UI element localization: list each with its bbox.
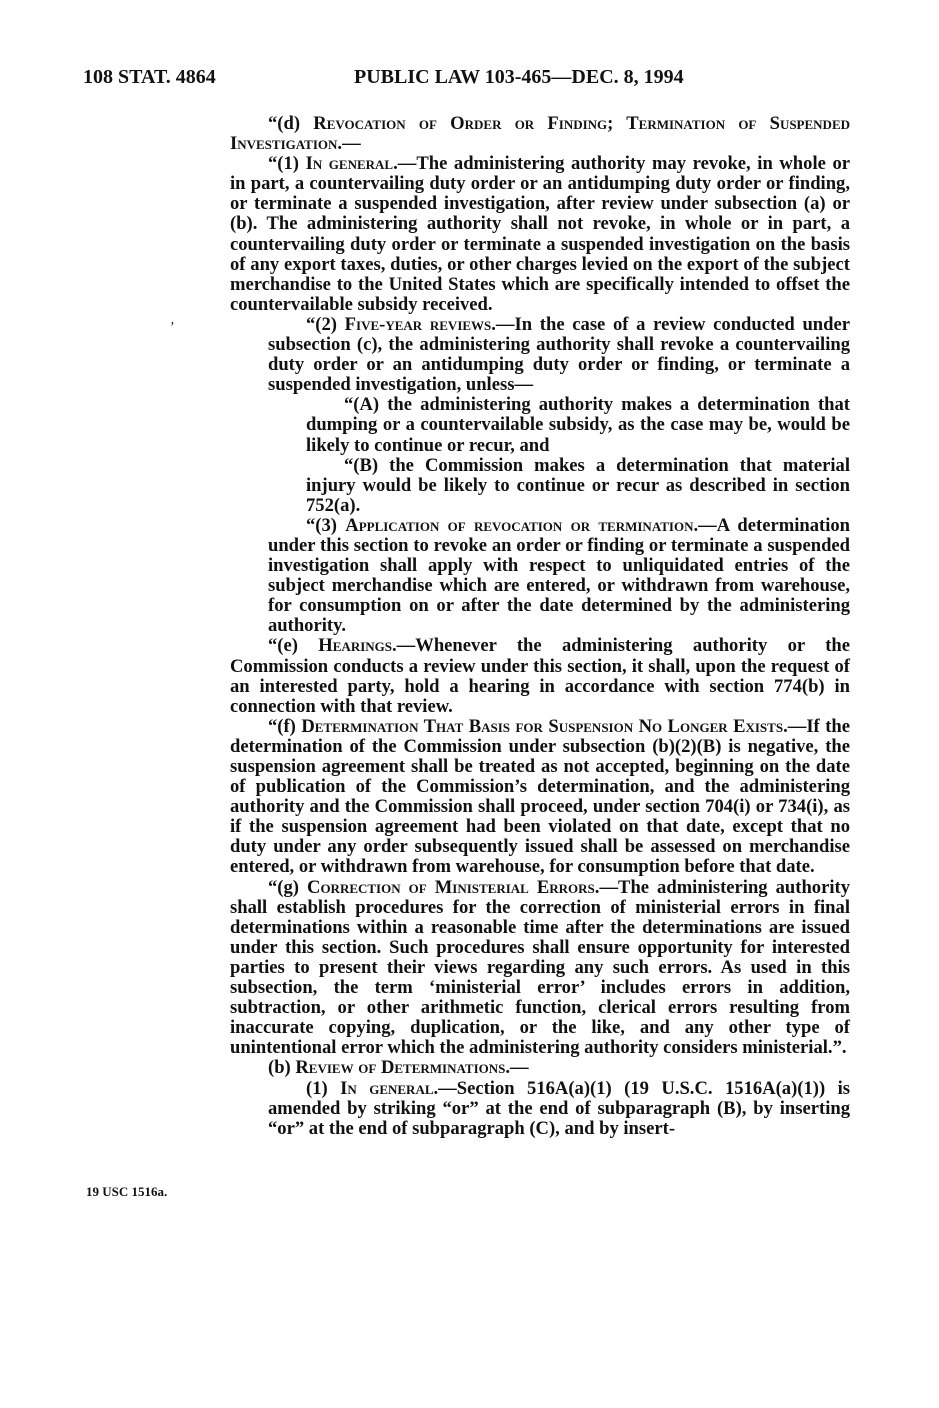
heading-text: Determination That Basis for Suspension No Longer Exists [301, 715, 784, 737]
heading-text: Hearings [318, 635, 392, 657]
paragraph-d2: “(2) Five-year reviews.—In the case of a review conducted under subsection (c), the administering authority shall revoke a countervailing duty order or an antidumping duty order or finding, or terminate a suspended investigation, unless— [268, 313, 850, 396]
paragraph-d1: “(1) In general.—The administering authority may revoke, in whole or in part, a countervailing duty order or an antidumping duty order or finding, or terminate a suspended investigation, after review under subsection (a) or (b). The administering authority shall not revoke, in whole or in part, a countervailing duty order or terminate a suspended investigation on the basis of any export taxes, duties, or other charges levied on the export of the subject merchandise to the United States which are specifically intended to offset the countervailable subsidy received. [230, 153, 850, 315]
heading-text: Revocation of Order or Finding; Termination of Suspended Investigation [230, 113, 851, 155]
paragraph-b1: (1) In general.—Section 516A(a)(1) (19 U.S.C. 1516A(a)(1)) is amended by striking “or” at the end of subparagraph (B), by inserting “or” at the end of subparagraph (C), and by insert- [268, 1077, 850, 1139]
stat-citation: 108 STAT. 4864 [83, 66, 216, 88]
law-title: PUBLIC LAW 103-465—DEC. 8, 1994 [354, 66, 684, 88]
subsection-g: “(g) Correction of Ministerial Errors.—The administering authority shall establish procedures for the correction of ministerial errors in final determinations within a reasonable time after the determinations are issued under this section. Such procedures shall ensure opportunity for interested parties to present their views regarding any such errors. As used in this subsection, the term ‘ministerial error’ includes errors in addition, subtraction, or other arithmetic function, clerical errors resulting from inaccurate copying, duplication, or the like, and any other type of unintentional error which the administering authority considers ministerial.”. [230, 876, 850, 1059]
heading-text: In general [305, 153, 394, 175]
margin-citation: 19 USC 1516a. [86, 1184, 168, 1199]
paragraph-d3: “(3) Application of revocation or termination.—A determination under this section to revoke an order or finding or terminate a suspended investigation shall apply with respect to unliquidated entries of the subject merchandise which are entered, or withdrawn from warehouse, for consumption on or after the date determined by the administering authority. [268, 514, 850, 637]
document-body [230, 114, 850, 1139]
subsection-f: “(f) Determination That Basis for Suspension No Longer Exists.—If the determination of the Commission under subsection (b)(2)(B) is negative, the suspension agreement shall be treated as not accepted, beginning on the date of publication of the Commission’s determination, and the administering authority and the Commission shall proceed, under section 704(i) or 734(i), as if the suspension agreement had been violated on that date, except that no duty under any order subsequently issued shall be assessed on merchandise entered, or withdrawn from warehouse, for consumption before that date. [230, 715, 850, 878]
heading-text: Five-year reviews [344, 313, 492, 335]
page-header [0, 66, 939, 92]
subsection-b-heading: (b) Review of Determinations.— [268, 1057, 529, 1079]
heading-text: Review of Determinations [295, 1057, 506, 1079]
clause-d2B: “(B) the Commission makes a determination that material injury would be likely to continue or recur as described in section 752(a). [306, 454, 850, 516]
subsection-d-heading: “(d) Revocation of Order or Finding; Termination of Suspended Investigation.— [230, 113, 851, 155]
subsection-e: “(e) Hearings.—Whenever the administering authority or the Commission conducts a review under this section, it shall, upon the request of an interested party, hold a hearing in accordance with section 774(b) in connection with that review. [230, 635, 850, 717]
clause-d2A: “(A) the administering authority makes a determination that dumping or a countervailable subsidy, as the case may be, would be likely to continue or recur, and [306, 394, 850, 456]
stray-mark: ’ [170, 320, 175, 335]
heading-text: Application of revocation or termination [345, 514, 694, 536]
heading-text: In general [340, 1077, 434, 1099]
heading-text: Correction of Ministerial Errors [307, 876, 595, 898]
